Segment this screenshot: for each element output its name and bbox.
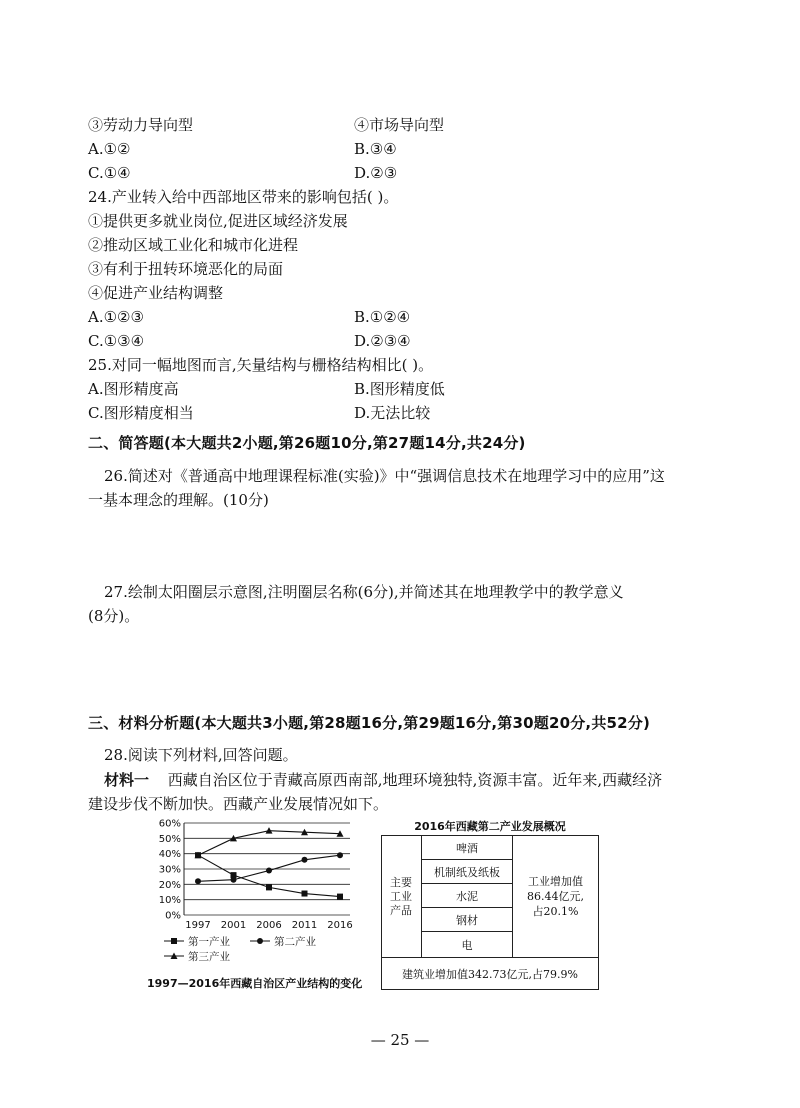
legend-label: 第三产业 [188,951,230,963]
page-number: — 25 — [370,1031,430,1049]
q25-choice-a: A.图形精度高 [88,380,179,398]
q24-item-3: ③有利于扭转环境恶化的局面 [88,260,284,278]
x-tick-label: 1997 [185,920,211,931]
q24-choice-c: C.①③④ [88,332,145,350]
industry-box-title: 2016年西藏第二产业发展概况 [414,820,566,833]
industry-value-line1: 工业增加值 [528,875,583,888]
legend-label: 第一产业 [188,936,230,948]
q26-line2: 一基本理念的理解。(10分) [88,491,269,509]
y-tick-label: 30% [158,864,181,876]
y-tick-label: 50% [158,833,181,845]
x-tick-label: 2006 [256,920,282,931]
legend-marker [257,938,263,944]
data-point-series-2 [231,877,237,883]
data-point-series-2 [337,852,343,858]
product-steel: 钢材 [421,907,513,932]
q23-choice-b: B.③④ [354,140,397,158]
series-line-3 [198,831,340,856]
y-tick-label: 40% [158,849,181,861]
industry-value-line3: 占20.1% [532,905,579,918]
product-electricity: 电 [421,931,513,958]
q24-item-4: ④促进产业结构调整 [88,284,224,302]
q27-line2: (8分)。 [88,607,140,625]
q23-option-3: ③劳动力导向型 [88,116,194,134]
section2-heading: 二、简答题(本大题共2小题,第26题10分,第27题14分,共24分) [88,434,526,452]
construction-value: 建筑业增加值342.73亿元,占79.9% [381,957,599,990]
x-tick-label: 2011 [291,920,318,931]
material-label: 材料一 [104,771,150,789]
material-line2: 建设步伐不断加快。西藏产业发展情况如下。 [88,795,389,813]
q28-stem: 28.阅读下列材料,回答问题。 [104,746,298,764]
legend-marker [171,938,177,944]
q24-choice-a: A.①②③ [88,308,144,326]
q25-choice-b: B.图形精度低 [354,380,445,398]
q23-choice-c: C.①④ [88,164,131,182]
product-beer: 啤酒 [421,835,513,860]
q24-item-1: ①提供更多就业岗位,促进区域经济发展 [88,212,348,230]
q23-option-4: ④市场导向型 [354,116,445,134]
x-tick-label: 2016 [327,920,353,931]
y-tick-label: 0% [165,910,181,922]
q25-choice-c: C.图形精度相当 [88,404,194,422]
q25-choice-d: D.无法比较 [354,404,431,422]
q24-choice-d: D.②③④ [354,332,411,350]
data-point-series-2 [266,868,272,874]
data-point-series-2 [302,857,308,863]
q24-choice-b: B.①②④ [354,308,411,326]
y-tick-label: 20% [158,879,181,891]
q23-choice-a: A.①② [88,140,131,158]
industry-overview-box [381,818,599,990]
q25-stem: 25.对同一幅地图而言,矢量结构与栅格结构相比( )。 [88,356,434,374]
chart-title: 1997—2016年西藏自治区产业结构的变化 [147,977,363,990]
material-line1 [104,770,662,790]
q23-choice-d: D.②③ [354,164,398,182]
legend-label: 第二产业 [274,936,316,948]
q24-stem: 24.产业转入给中西部地区带来的影响包括( )。 [88,188,399,206]
product-paper: 机制纸及纸板 [421,859,513,884]
industry-structure-line-chart [140,815,380,995]
industry-value-line2: 86.44亿元, [527,890,584,903]
data-point-series-2 [195,878,201,884]
q26-line1: 26.简述对《普通高中地理课程标准(实验)》中“强调信息技术在地理学习中的应用”这 [104,467,665,485]
main-products-label: 主要 工业 产品 [390,875,412,917]
q27-line1: 27.绘制太阳圈层示意图,注明圈层名称(6分),并简述其在地理教学中的教学意义 [104,583,624,601]
material-text1: 西藏自治区位于青藏高原西南部,地理环境独特,资源丰富。近年来,西藏经济 [167,771,663,789]
data-point-series-1 [337,894,343,900]
data-point-series-1 [302,891,308,897]
product-cement: 水泥 [421,883,513,908]
industry-value-cell [512,835,599,958]
y-tick-label: 10% [158,895,181,907]
data-point-series-1 [266,884,272,890]
x-tick-label: 2001 [220,920,247,931]
section3-heading: 三、材料分析题(本大题共3小题,第28题16分,第29题16分,第30题20分,共52分) [88,714,651,732]
y-tick-label: 60% [158,818,181,830]
q24-item-2: ②推动区域工业化和城市化进程 [88,236,299,254]
